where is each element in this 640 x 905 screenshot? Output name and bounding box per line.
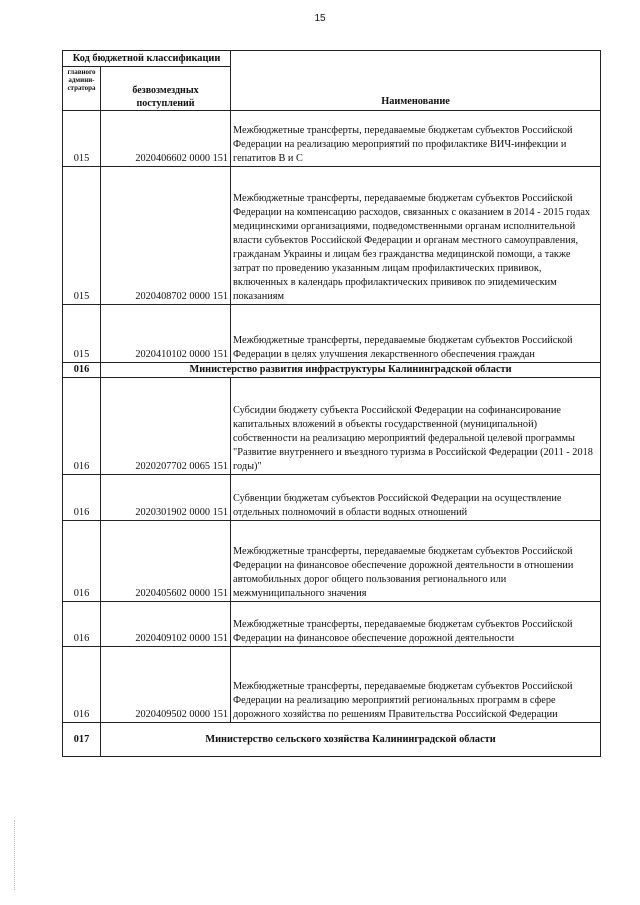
- admin-code: 016: [63, 475, 101, 521]
- income-code: 2020207702 0065 151: [101, 378, 231, 475]
- header-income: безвозмездных поступлений: [101, 67, 231, 111]
- page-number: 15: [314, 13, 326, 24]
- table-row: [63, 167, 601, 305]
- admin-code: 015: [63, 305, 101, 363]
- section-admin-code: 016: [63, 363, 101, 378]
- header-classification-group: Код бюджетной классификации: [63, 51, 231, 67]
- section-title: Министерство сельского хозяйства Калининградской области: [101, 723, 601, 757]
- income-code: 2020408702 0000 151: [101, 167, 231, 305]
- budget-classification-table: [62, 50, 601, 757]
- table-row: [63, 475, 601, 521]
- item-name: Межбюджетные трансферты, передаваемые бюджетам субъектов Российской Федерации на реализацию мероприятий региональных программ в сфере дорожного хозяйства по решениям Правительства Российской Федерации: [231, 647, 601, 723]
- item-name: Межбюджетные трансферты, передаваемые бюджетам субъектов Российской Федерации на финансовое обеспечение дорожной деятельности: [231, 602, 601, 647]
- item-name: Субвенции бюджетам субъектов Российской Федерации на осуществление отдельных полномочий в области водных отношений: [231, 475, 601, 521]
- table-row: [63, 111, 601, 167]
- table-row: [63, 378, 601, 475]
- scan-margin-mark: [14, 820, 16, 890]
- table-row: [63, 305, 601, 363]
- item-name: Межбюджетные трансферты, передаваемые бюджетам субъектов Российской Федерации на реализацию мероприятий по профилактике ВИЧ-инфекции и гепатитов В и С: [231, 111, 601, 167]
- item-name: Межбюджетные трансферты, передаваемые бюджетам субъектов Российской Федерации в целях улучшения лекарственного обеспечения граждан: [231, 305, 601, 363]
- income-code: 2020409502 0000 151: [101, 647, 231, 723]
- admin-code: 015: [63, 111, 101, 167]
- admin-code: 016: [63, 378, 101, 475]
- admin-code: 016: [63, 602, 101, 647]
- header-admin: главного админи-стратора: [63, 67, 101, 111]
- section-title: Министерство развития инфраструктуры Калининградской области: [101, 363, 601, 378]
- item-name: Межбюджетные трансферты, передаваемые бюджетам субъектов Российской Федерации на компенсацию расходов, связанных с оказанием в 2014 - 2015 годах медицинскими организациями, подведомственными органам исполнительной власти субъектов Российской Федерации и органам местного самоуправления, гражданам Украины и лицам без гражданства медицинской помощи, а также затрат по проведению указанным лицам профилактических прививок, включенных в календарь профилактических прививок по эпидемическим показаниям: [231, 167, 601, 305]
- income-code: 2020410102 0000 151: [101, 305, 231, 363]
- item-name: Субсидии бюджету субъекта Российской Федерации на софинансирование капитальных вложений в объекты государственной (муниципальной) собственности на реализацию мероприятий федеральной целевой программы "Развитие внутреннего и въездного туризма в Российской Федерации (2011 - 2018 годы)": [231, 378, 601, 475]
- admin-code: 016: [63, 647, 101, 723]
- income-code: 2020409102 0000 151: [101, 602, 231, 647]
- table-row: [63, 602, 601, 647]
- admin-code: 016: [63, 521, 101, 602]
- item-name: Межбюджетные трансферты, передаваемые бюджетам субъектов Российской Федерации на финансовое обеспечение дорожной деятельности в отношении автомобильных дорог общего пользования регионального или межмуниципального значения: [231, 521, 601, 602]
- header-name: Наименование: [231, 51, 601, 111]
- section-row: [63, 723, 601, 757]
- admin-code: 015: [63, 167, 101, 305]
- income-code: 2020301902 0000 151: [101, 475, 231, 521]
- section-row: [63, 363, 601, 378]
- income-code: 2020406602 0000 151: [101, 111, 231, 167]
- table-row: [63, 647, 601, 723]
- section-admin-code: 017: [63, 723, 101, 757]
- table-row: [63, 521, 601, 602]
- income-code: 2020405602 0000 151: [101, 521, 231, 602]
